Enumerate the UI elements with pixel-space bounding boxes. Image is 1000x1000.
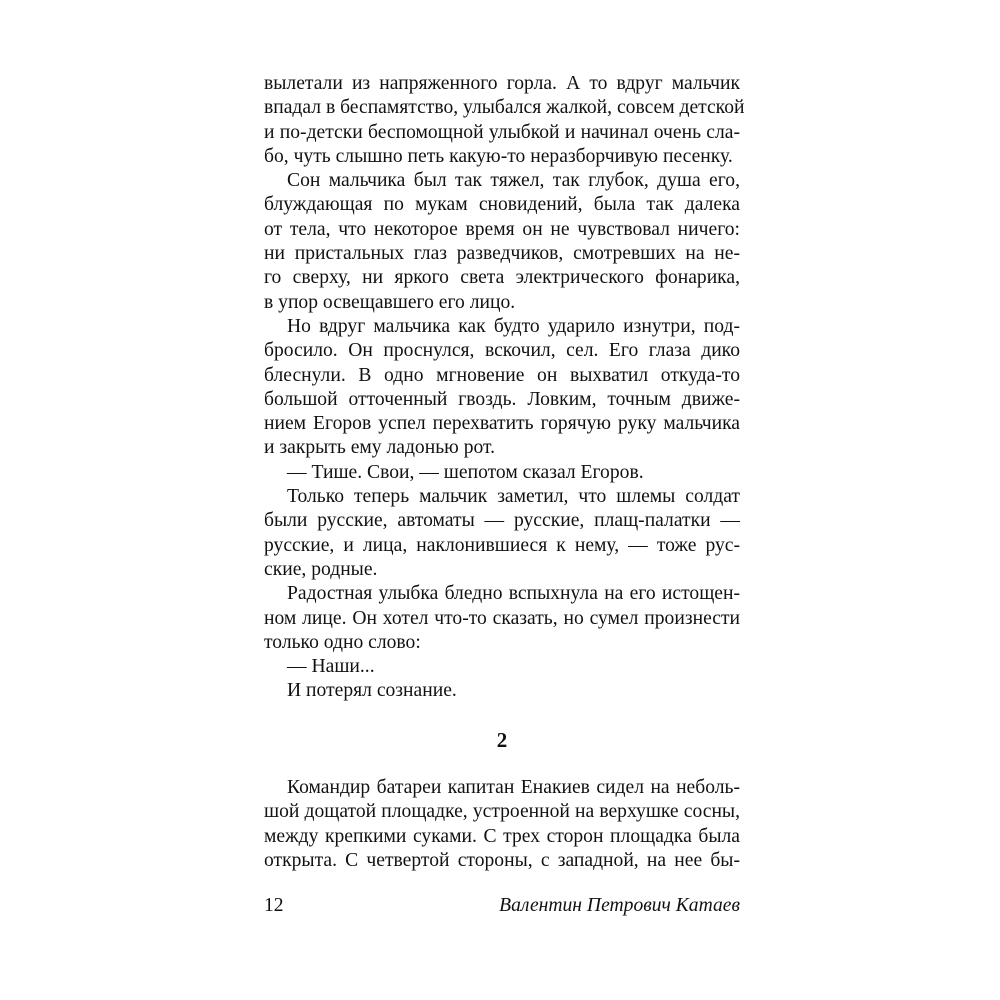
text-line: и закрыть ему ладонью рот.: [264, 437, 496, 459]
text-line: вылетали из напряженного горла. А то вдруг мальчик: [264, 73, 740, 94]
text-line: от тела, что некоторое время он не чувствовал ничего:: [264, 218, 740, 240]
text-line: Радостная улыбка бледно вспыхнула на его истощен-: [287, 583, 740, 605]
text-line: были русские, автоматы — русские, плащ-палатки —: [264, 510, 740, 532]
page-footer: [264, 895, 740, 921]
text-line: открыта. С четвертой стороны, с западной, на нее бы-: [264, 849, 740, 871]
paragraph: [264, 679, 740, 703]
text-line: ские, родные.: [264, 558, 378, 580]
page-text: [264, 72, 745, 873]
text-line: бо, чуть слышно петь какую-то неразборчивую песенку.: [264, 145, 733, 167]
chapter-number: 2: [496, 727, 508, 752]
text-line: шой дощатой площадке, устроенной на верхушке сосны,: [264, 801, 740, 823]
paragraph: [264, 72, 745, 169]
text-line: Только теперь мальчик заметил, что шлемы солдат: [287, 486, 740, 508]
paragraph: [264, 315, 740, 461]
text-line: бросило. Он проснулся, вскочил, сел. Его глаза дико: [264, 340, 740, 362]
text-line: Командир батареи капитан Енакиев сидел на неболь-: [287, 777, 740, 799]
text-line: русские, и лица, наклонившиеся к нему, — тоже рус-: [264, 534, 740, 556]
text-line: блеснули. В одно мгновение он выхватил откуда-то: [264, 364, 740, 386]
dialogue-paragraph: [264, 655, 740, 679]
text-line: го сверху, ни яркого света электрического фонарика,: [264, 267, 740, 289]
text-line: — Наши...: [287, 656, 375, 678]
text-line: только одно слово:: [264, 631, 421, 653]
paragraph: [264, 582, 740, 655]
paragraph: [264, 776, 740, 873]
running-head-author: Валентин Петрович Катаев: [499, 895, 740, 916]
text-line: И потерял сознание.: [287, 680, 457, 702]
text-line: блуждающая по мукам сновидений, была так далека: [264, 194, 740, 216]
text-line: и по-детски беспомощной улыбкой и начинал очень сла-: [264, 121, 740, 143]
text-line: нием Егоров успел перехватить горячую руку мальчика: [264, 413, 740, 435]
text-line: ни пристальных глаз разведчиков, смотревших на не-: [264, 243, 740, 265]
text-line: большой отточенный гвоздь. Ловким, точным движе-: [264, 388, 740, 410]
text-line: впадал в беспамятство, улыбался жалкой, совсем детской: [264, 97, 745, 119]
paragraph: [264, 485, 740, 582]
text-line: Но вдруг мальчика как будто ударило изнутри, под-: [287, 315, 740, 337]
text-line: между крепкими суками. С трех сторон площадка была: [264, 825, 740, 847]
page-number: 12: [264, 895, 284, 916]
text-line: Сон мальчика был так тяжел, так глубок, душа его,: [287, 170, 740, 192]
dialogue-paragraph: [264, 461, 740, 485]
text-line: ном лице. Он хотел что-то сказать, но сумел произнести: [264, 607, 740, 629]
paragraph: [264, 169, 740, 315]
text-line: в упор освещавшего его лицо.: [264, 291, 516, 313]
text-line: — Тише. Свои, — шепотом сказал Егоров.: [287, 461, 644, 483]
